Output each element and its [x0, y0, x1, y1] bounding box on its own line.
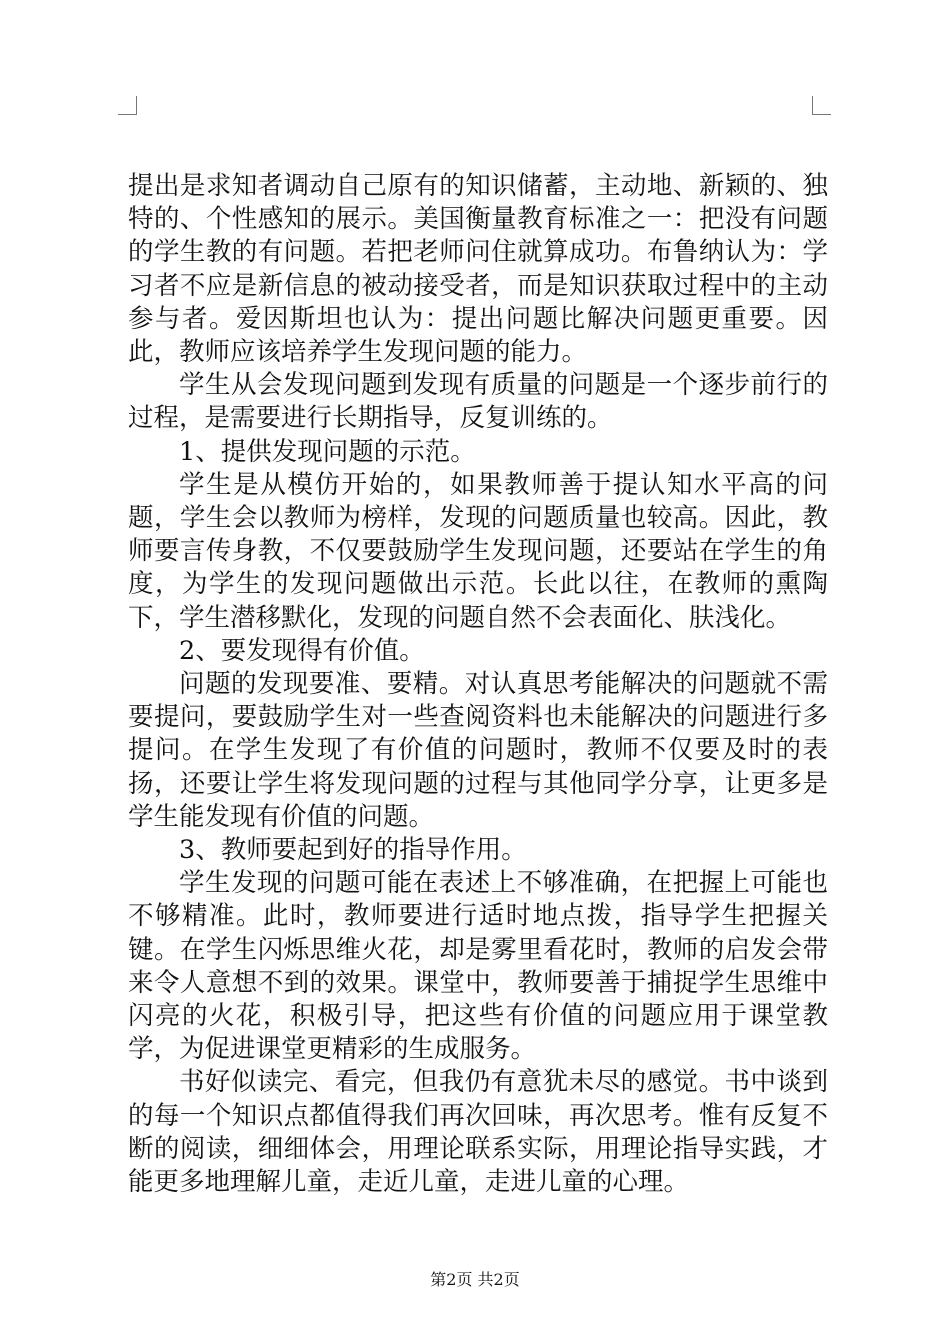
section-heading-3: 3、教师要起到好的指导作用。: [179, 835, 527, 866]
paragraph-section-2: 问题的发现要准、要精。对认真思考能解决的问题就不需要提问，要鼓励学生对一些查阅资料也未能解决的问题进行多提问。在学生发现了有价值的问题时，教师不仅要及时的表扬，还要让学生将发现问题的过程与其他同学分享，让更多是学生能发现有价值的问题。: [128, 669, 828, 832]
section-heading-2: 2、要发现得有价值。: [179, 635, 425, 666]
crop-mark-top-left: [118, 96, 137, 115]
paragraph-intro: 学生从会发现问题到发现有质量的问题是一个逐步前行的过程，是需要进行长期指导，反复训练的。: [128, 370, 828, 434]
paragraph-section-3: 学生发现的问题可能在表述上不够准确，在把握上可能也不够精准。此时，教师要进行适时地点拨，指导学生把握关键。在学生闪烁思维火花，却是雾里看花时，教师的启发会带来令人意想不到的效果。课堂中，教师要善于捕捉学生思维中闪亮的火花，积极引导，把这些有价值的问题应用于课堂教学，为促进课堂更精彩的生成服务。: [128, 868, 828, 1065]
page-footer: 第2页 共2页: [430, 1270, 520, 1289]
section-heading-1: 1、提供发现问题的示范。: [179, 436, 476, 467]
crop-mark-top-right: [812, 96, 831, 115]
document-body: [128, 170, 828, 1199]
paragraph-section-1: 学生是从模仿开始的，如果教师善于提认知水平高的问题，学生会以教师为榜样，发现的问题质量也较高。因此，教师要言传身教，不仅要鼓励学生发现问题，还要站在学生的角度，为学生的发现问题做出示范。长此以往，在教师的熏陶下，学生潜移默化，发现的问题自然不会表面化、肤浅化。: [128, 469, 828, 633]
paragraph-conclusion: 书好似读完、看完，但我仍有意犹未尽的感觉。书中谈到的每一个知识点都值得我们再次回味，再次思考。惟有反复不断的阅读，细细体会，用理论联系实际，用理论指导实践，才能更多地理解儿童，走近儿童，走进儿童的心理。: [128, 1067, 828, 1198]
paragraph-continuation: 提出是求知者调动自己原有的知识储蓄，主动地、新颖的、独特的、个性感知的展示。美国衡量教育标准之一：把没有问题的学生教的有问题。若把老师问住就算成功。布鲁纳认为：学习者不应是新信息的被动接受者，而是知识获取过程中的主动参与者。爱因斯坦也认为：提出问题比解决问题更重要。因此，教师应该培养学生发现问题的能力。: [128, 171, 828, 368]
